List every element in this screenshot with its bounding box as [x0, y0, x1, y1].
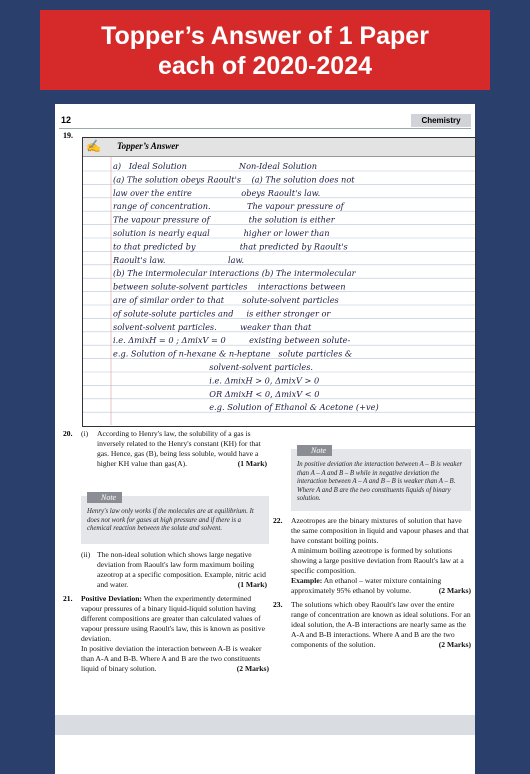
- q20-part-ii-text: [97, 550, 267, 590]
- q23-text: [291, 600, 471, 650]
- handwritten-line: i.e. ΔmixH = 0 ; ΔmixV = 0 existing between solute-: [113, 335, 351, 346]
- q22-example: An ethanol – water mixture containing approximately 95% ethanol by volume.: [291, 576, 442, 595]
- note-henrys-law-text: Henry's law only works if the molecules are at equilibrium. It does not work for gases at high pressure and if there is a chemical reaction between the solute and solvent.: [87, 508, 254, 533]
- q21-text: [81, 594, 269, 674]
- page-number: 12: [61, 115, 72, 125]
- q22-text: [291, 516, 471, 596]
- handwritten-line: range of concentration. The vapour pressure of: [113, 201, 344, 212]
- banner-title-line2: each of 2020-2024: [157, 52, 373, 80]
- note-deviation: [291, 446, 471, 511]
- q20-part-ii-marks: (1 Mark): [237, 580, 267, 589]
- q20-part-ii-body: The non-ideal solution which shows large negative deviation from Raoult's law form maximum boiling azeotrop at a specific composition. Example, nitric acid and water.: [97, 550, 266, 589]
- document-page: [55, 104, 475, 774]
- handwritten-line: (b) The intermolecular interactions (b) The intermolecular: [113, 268, 356, 279]
- handwritten-line: to that predicted by that predicted by Raoult's: [113, 241, 348, 252]
- q22-marks: (2 Marks): [438, 586, 471, 595]
- q22-example-label: Example:: [291, 576, 323, 585]
- q21-body-2: In positive deviation the interaction between A-B is weaker than A-A and B-B. Where A and B are the two constituents liquid of binary solution.: [81, 644, 262, 673]
- q23-body: The solutions which obey Raoult's law over the entire range of concentration are known as ideal solutions. For an ideal solution, the A-B interactions are nearly same as the A-A and B-B interactions. Where A and B are the two components of the solution.: [291, 600, 471, 649]
- banner-title-line1: Topper’s Answer of 1 Paper: [101, 22, 429, 50]
- q21-marks: (2 Marks): [236, 664, 269, 673]
- banner: [0, 0, 530, 97]
- q22-body-2: A minimum boiling azeotrope is formed by solutions showing a large positive deviation from Raoult's law at a specific composition.: [291, 546, 464, 575]
- handwritten-line: law over the entire obeys Raoult's law.: [113, 187, 321, 198]
- q22-body-1: Azeotropes are the binary mixtures of solution that have the same composition in liquid and vapour phases and that have constant boiling points.: [291, 516, 469, 545]
- toppers-answer-box: [82, 137, 476, 427]
- handwritten-line: OR ΔmixH < 0, ΔmixV < 0: [113, 388, 320, 399]
- topper-badge-icon: ✍: [86, 139, 101, 153]
- q20-part-i-text: [97, 429, 267, 469]
- q21-body-1: When the experimently determined vapour pressures of a binary liquid-liquid solution having different compositions are greater than calculated values of vapour pressure using Raoult's law, this is known as positive deviation.: [81, 594, 265, 643]
- question-22-number: 22.: [273, 516, 283, 525]
- q20-part-i-label: (i): [81, 429, 89, 438]
- q20-part-i-body: According to Henry's law, the solubility of a gas is inversely related to the Henry's constant (KH) for that gas. Hence, gas (B), being less soluble, would have a higher KH value than gas(A).: [97, 429, 261, 468]
- handwritten-line: of solute-solute particles and is either stronger or: [113, 308, 331, 319]
- question-20-number: 20.: [63, 429, 73, 438]
- page-header: [59, 114, 471, 129]
- question-19-number: 19.: [63, 131, 73, 140]
- question-23-number: 23.: [273, 600, 283, 609]
- handwritten-line: (a) The solution obeys Raoult's (a) The solution does not: [113, 174, 355, 185]
- banner-box: [40, 10, 490, 90]
- handwritten-line: e.g. Solution of n-hexane & n-heptane solute particles &: [113, 348, 353, 359]
- q23-marks: (2 Marks): [438, 640, 471, 649]
- q20-part-i-marks: (1 Mark): [237, 459, 267, 468]
- handwritten-line: are of similar order to that solute-solvent particles: [113, 295, 339, 305]
- q20-part-ii-label: (ii): [81, 550, 91, 559]
- handwritten-line: solvent-solvent particles.: [113, 362, 314, 372]
- subject-tab: Chemistry: [411, 114, 471, 127]
- handwritten-answer: [83, 157, 475, 425]
- handwritten-line: solvent-solvent particles. weaker than that: [113, 321, 312, 332]
- handwritten-line: Raoult's law. law.: [113, 254, 245, 265]
- handwritten-line: solution is nearly equal higher or lower than: [113, 228, 330, 238]
- note-label: Note: [87, 492, 122, 503]
- note-deviation-text: In positive deviation the interaction between A – B is weaker than A – A and B – B while in negative deviation the interaction between A – A and B – B is weaker than A – B. Where A and B are the two constituents liquids of binary solution.: [297, 461, 463, 503]
- handwritten-line: a) Ideal Solution Non-Ideal Solution: [113, 161, 317, 171]
- handwritten-line: i.e. ΔmixH > 0, ΔmixV > 0: [113, 375, 320, 386]
- question-21-number: 21.: [63, 594, 73, 603]
- handwritten-line: The vapour pressure of the solution is either: [113, 214, 335, 225]
- toppers-answer-title: Topper’s Answer: [117, 141, 179, 151]
- note-label-2: Note: [297, 445, 332, 456]
- handwritten-line: e.g. Solution of Ethanol & Acetone (+ve): [113, 402, 379, 413]
- handwritten-line: between solute-solvent particles interactions between: [113, 281, 346, 292]
- toppers-answer-header: [83, 138, 475, 157]
- note-henrys-law: [81, 493, 269, 544]
- q21-lead: Positive Deviation:: [81, 594, 142, 603]
- page-footer-bar: [55, 715, 475, 735]
